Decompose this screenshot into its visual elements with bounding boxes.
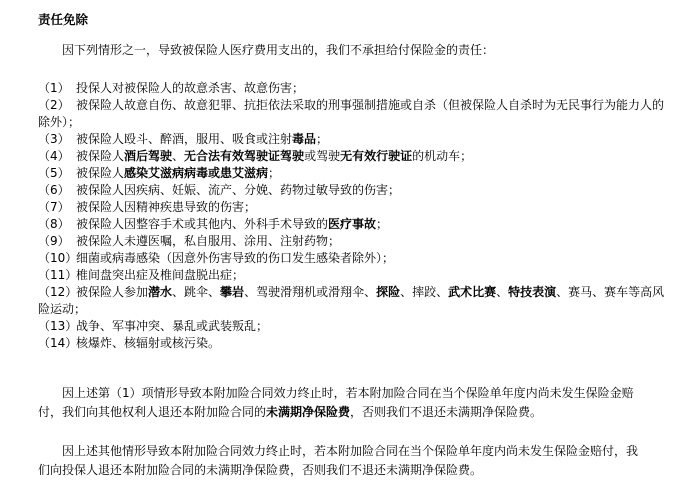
text-segment: 核爆炸、核辐射或核污染。 xyxy=(76,336,221,350)
item-number: （11） xyxy=(38,268,78,282)
text-segment: 、跳伞、 xyxy=(172,285,221,299)
exclusion-item xyxy=(38,267,674,284)
bold-text: 特技表演 xyxy=(508,285,557,299)
text-segment: 战争、军事冲突、暴乱或武装叛乱； xyxy=(76,319,269,333)
item-number: （6） xyxy=(38,183,70,197)
text-segment: 、赛马、赛车等高风险运动； xyxy=(38,285,665,316)
exclusion-item xyxy=(38,250,674,267)
exclusion-item xyxy=(38,318,674,335)
item-number: （5） xyxy=(38,166,70,180)
text-segment: 、驾驶滑翔机或滑翔伞、 xyxy=(244,285,377,299)
bold-text: 探险 xyxy=(376,285,401,299)
item-number: （9） xyxy=(38,234,70,248)
exclusion-item xyxy=(38,131,674,148)
exclusion-item xyxy=(38,182,674,199)
exclusion-item xyxy=(38,148,674,165)
item-number: （7） xyxy=(38,200,70,214)
text-segment: 被保险人殴斗、醉酒，服用、吸食或注射 xyxy=(76,132,293,146)
text-segment: 、摔跤、 xyxy=(400,285,449,299)
item-number: （13） xyxy=(38,319,78,333)
text-segment: 被保险人因精神疾患导致的伤害； xyxy=(76,200,257,214)
text-segment: 被保险人未遵医嘱，私自服用、涂用、注射药物； xyxy=(76,234,341,248)
termination-paragraph-2 xyxy=(38,442,648,480)
bold-text: 武术比赛 xyxy=(448,285,497,299)
bold-text: 感染艾滋病病毒或患艾滋病 xyxy=(124,166,269,180)
bold-text: 潜水 xyxy=(148,285,173,299)
exclusion-item xyxy=(38,97,674,131)
item-number: （4） xyxy=(38,149,70,163)
section-title: 责任免除 xyxy=(38,12,89,27)
text-segment: 被保险人因疾病、妊娠、流产、分娩、药物过敏导致的伤害； xyxy=(76,183,401,197)
text-segment: ； xyxy=(268,166,281,180)
exclusion-item xyxy=(38,165,674,182)
item-number: （3） xyxy=(38,132,70,146)
text-segment: 、 xyxy=(172,149,185,163)
exclusion-item xyxy=(38,335,674,352)
item-number: （1） xyxy=(38,81,70,95)
text-segment: 被保险人 xyxy=(76,149,125,163)
text-segment: 被保险人因整容手术或其他内、外科手术导致的 xyxy=(76,217,329,231)
bold-text: 无合法有效驾驶证驾驶 xyxy=(184,149,305,163)
exclusion-list xyxy=(38,80,674,352)
bold-text: 未满期净保险费 xyxy=(266,405,351,419)
text-segment: 、 xyxy=(496,285,509,299)
item-number: （10） xyxy=(38,251,78,265)
text-segment: 或驾驶 xyxy=(304,149,341,163)
text-segment: 因上述第（1）项情形导致本附加险合同效力终止时，若本附加险合同在当个保险单年度内尚未发生保险金赔付，我们向其他权利人退还本附加险合同的 xyxy=(38,386,634,419)
item-number: （14） xyxy=(38,336,78,350)
text-segment: ； xyxy=(376,217,389,231)
item-number: （8） xyxy=(38,217,70,231)
text-segment: ； xyxy=(316,132,329,146)
text-segment: 被保险人参加 xyxy=(76,285,149,299)
bold-text: 无有效行驶证 xyxy=(340,149,413,163)
text-segment: 的机动车； xyxy=(412,149,473,163)
exclusion-item xyxy=(38,233,674,250)
text-segment: 椎间盘突出症及椎间盘脱出症； xyxy=(76,268,245,282)
bold-text: 医疗事故 xyxy=(328,217,377,231)
exclusion-item xyxy=(38,216,674,233)
text-segment: ，否则我们不退还未满期净保险费。 xyxy=(350,405,543,419)
text-segment: 被保险人 xyxy=(76,166,125,180)
intro-paragraph: 因下列情形之一，导致被保险人医疗费用支出的，我们不承担给付保险金的责任： xyxy=(62,43,495,57)
exclusion-item xyxy=(38,199,674,216)
bold-text: 酒后驾驶 xyxy=(124,149,173,163)
bold-text: 攀岩 xyxy=(220,285,245,299)
item-number: （2） xyxy=(38,98,70,112)
text-segment: 因上述其他情形导致本附加险合同效力终止时，若本附加险合同在当个保险单年度内尚未发生保险金赔付，我们向投保人退还本附加险合同的未满期净保险费，否则我们不退还未满期净保险费。 xyxy=(38,444,639,477)
item-number: （12） xyxy=(38,285,78,299)
termination-paragraph-1 xyxy=(38,384,648,422)
text-segment: 细菌或病毒感染（因意外伤害导致的伤口发生感染者除外）； xyxy=(76,251,395,265)
exclusion-item xyxy=(38,80,674,97)
bold-text: 毒品 xyxy=(292,132,317,146)
exclusion-item xyxy=(38,284,674,318)
text-segment: 被保险人故意自伤、故意犯罪、抗拒依法采取的刑事强制措施或自杀（但被保险人自杀时为无民事行为能力人的除外）； xyxy=(38,98,665,129)
text-segment: 投保人对被保险人的故意杀害、故意伤害； xyxy=(76,81,305,95)
